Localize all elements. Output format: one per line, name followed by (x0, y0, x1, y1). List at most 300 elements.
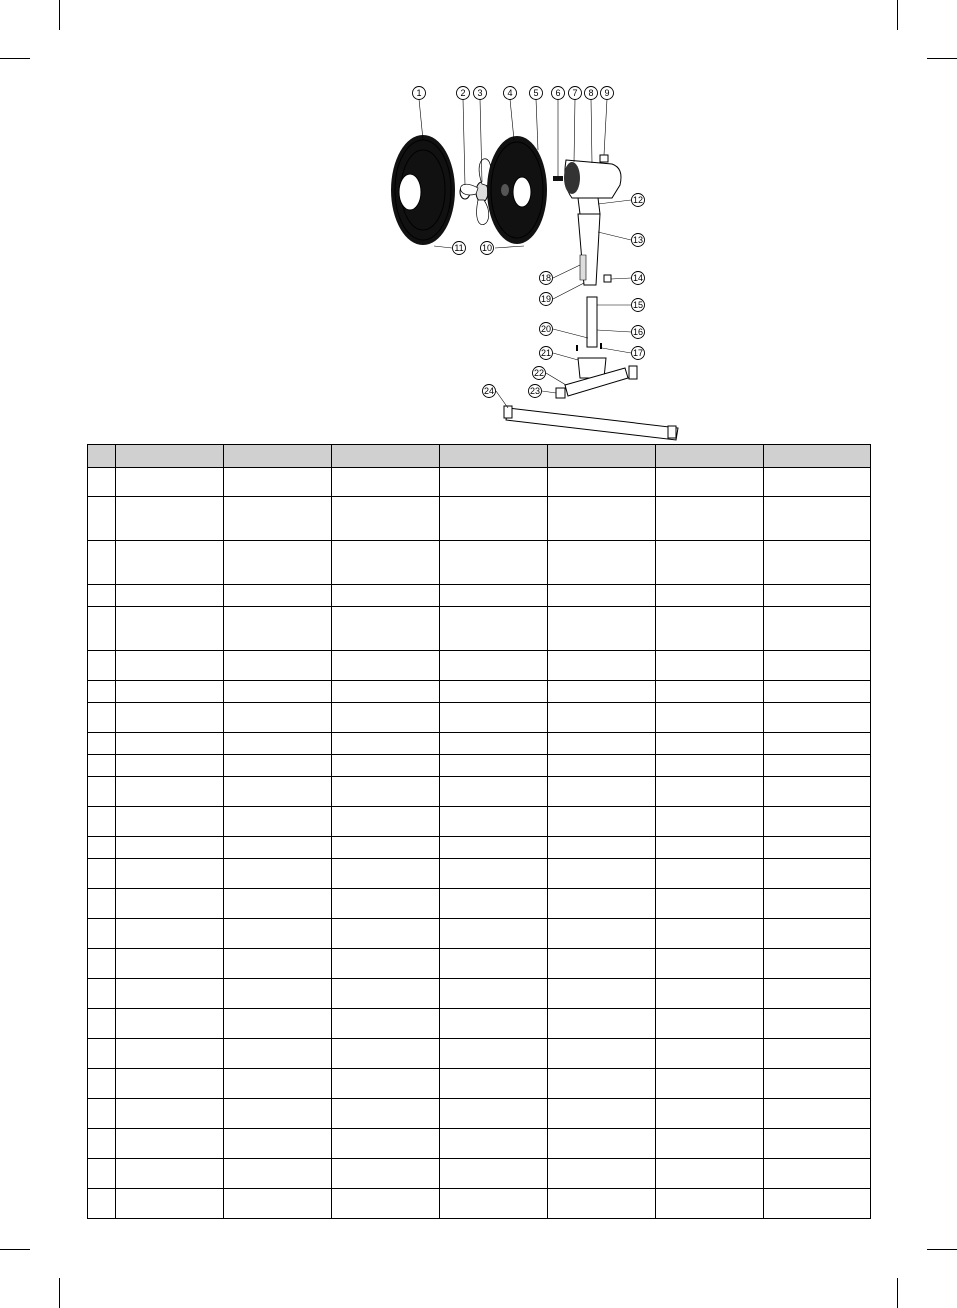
crop-mark-bottom-right-h (927, 1249, 957, 1250)
callout-label: 15 (632, 300, 644, 311)
exploded-view-diagram (380, 80, 700, 444)
table-cell (764, 1159, 871, 1189)
callout-label: 3 (477, 88, 483, 99)
table-cell (440, 859, 548, 889)
table-cell (88, 468, 116, 497)
table-cell (548, 1189, 656, 1219)
table-row (88, 607, 871, 651)
callout-label: 6 (555, 88, 561, 99)
crop-mark-bottom-right-v (897, 1278, 898, 1308)
table-cell (116, 681, 224, 703)
table-cell (764, 889, 871, 919)
table-cell (332, 1009, 440, 1039)
table-row (88, 681, 871, 703)
callout-19 (540, 293, 553, 306)
control-buttons (580, 255, 586, 280)
callout-16 (632, 326, 645, 339)
table-cell (440, 607, 548, 651)
table-cell (764, 1069, 871, 1099)
table-cell (440, 1039, 548, 1069)
callout-label: 17 (632, 348, 644, 359)
table-cell (548, 541, 656, 585)
callout-label: 9 (604, 88, 610, 99)
callout-label: 8 (588, 88, 594, 99)
table-cell (116, 1189, 224, 1219)
table-cell (88, 777, 116, 807)
table-cell (764, 1099, 871, 1129)
table-cell (440, 497, 548, 541)
table-cell (656, 733, 764, 755)
table-cell (656, 468, 764, 497)
table-cell (548, 949, 656, 979)
table-cell (548, 1099, 656, 1129)
table-cell (116, 1099, 224, 1129)
callout-label: 7 (572, 88, 578, 99)
screw (576, 345, 578, 351)
table-cell (764, 497, 871, 541)
table-cell (440, 1069, 548, 1099)
table-cell (656, 607, 764, 651)
table-row (88, 859, 871, 889)
table-cell (332, 807, 440, 837)
callout-11 (453, 242, 466, 255)
table-cell (332, 585, 440, 607)
table-cell (764, 651, 871, 681)
callout-17 (632, 347, 645, 360)
table-cell (116, 919, 224, 949)
table-cell (332, 607, 440, 651)
table-cell (88, 837, 116, 859)
foot-cap (556, 388, 565, 398)
table-cell (764, 541, 871, 585)
table-cell (656, 1039, 764, 1069)
table-cell (88, 1159, 116, 1189)
table-cell (116, 541, 224, 585)
table-cell (224, 1099, 332, 1129)
table-row (88, 585, 871, 607)
table-cell (224, 541, 332, 585)
table-cell (116, 1159, 224, 1189)
table-cell (656, 837, 764, 859)
table-cell (224, 949, 332, 979)
table-cell (656, 681, 764, 703)
table-cell (116, 979, 224, 1009)
table-cell (88, 733, 116, 755)
table-cell (224, 468, 332, 497)
callout-label: 23 (529, 386, 541, 397)
callout-label: 10 (481, 243, 493, 254)
table-cell (548, 468, 656, 497)
table-cell (88, 1039, 116, 1069)
table-cell (224, 703, 332, 733)
table-cell (332, 1129, 440, 1159)
table-cell (332, 1099, 440, 1129)
callout-2 (457, 87, 470, 100)
table-cell (224, 651, 332, 681)
callout-label: 24 (483, 386, 495, 397)
table-cell (656, 807, 764, 837)
table-cell (332, 837, 440, 859)
front-grille (487, 136, 547, 244)
table-cell (656, 1069, 764, 1099)
callout-label: 11 (454, 243, 464, 254)
table-cell (440, 1159, 548, 1189)
table-row (88, 468, 871, 497)
crop-mark-top-right-h (927, 58, 957, 59)
table-cell (116, 755, 224, 777)
table-cell (764, 468, 871, 497)
table-cell (224, 681, 332, 703)
table-row (88, 733, 871, 755)
callout-4 (504, 87, 517, 100)
table-body (88, 468, 871, 1219)
callout-23 (529, 385, 542, 398)
table-cell (764, 681, 871, 703)
table-row (88, 837, 871, 859)
table-cell (548, 1129, 656, 1159)
table-cell (116, 777, 224, 807)
table-cell (440, 889, 548, 919)
header-cell (548, 445, 656, 468)
table-cell (764, 919, 871, 949)
table-cell (548, 681, 656, 703)
callout-22 (533, 367, 546, 380)
motor-housing (553, 155, 621, 198)
table-cell (116, 837, 224, 859)
table-cell (548, 777, 656, 807)
tilt-joint (578, 198, 600, 214)
table-cell (88, 703, 116, 733)
callout-20 (540, 323, 553, 336)
table-cell (440, 807, 548, 837)
table-row (88, 777, 871, 807)
table-cell (548, 889, 656, 919)
table-cell (440, 681, 548, 703)
table-cell (440, 651, 548, 681)
table-cell (548, 607, 656, 651)
table-cell (656, 859, 764, 889)
callout-label: 2 (460, 88, 466, 99)
table-cell (656, 651, 764, 681)
table-row (88, 703, 871, 733)
table-cell (548, 859, 656, 889)
table-cell (116, 607, 224, 651)
crop-mark-top-left-h (0, 58, 30, 59)
table-cell (656, 1189, 764, 1219)
header-cell (332, 445, 440, 468)
table-cell (88, 585, 116, 607)
table-cell (116, 859, 224, 889)
table-cell (548, 1009, 656, 1039)
table-cell (656, 1129, 764, 1159)
table-cell (764, 733, 871, 755)
header-cell (88, 445, 116, 468)
table-cell (224, 837, 332, 859)
callout-1 (413, 87, 426, 100)
crop-mark-top-right-v (897, 0, 898, 30)
table-cell (88, 949, 116, 979)
table-cell (224, 607, 332, 651)
table-cell (116, 1069, 224, 1099)
foot-cap (629, 366, 637, 379)
table-cell (332, 979, 440, 1009)
table-cell (224, 497, 332, 541)
table-row (88, 1189, 871, 1219)
table-cell (116, 585, 224, 607)
table-cell (88, 919, 116, 949)
callout-label: 5 (533, 88, 539, 99)
callout-14 (632, 272, 645, 285)
header-cell (224, 445, 332, 468)
table-cell (88, 1069, 116, 1099)
table-cell (224, 919, 332, 949)
table-cell (332, 703, 440, 733)
table-cell (332, 1159, 440, 1189)
table-cell (224, 755, 332, 777)
foot-cap (668, 426, 676, 438)
table-row (88, 497, 871, 541)
table-cell (548, 837, 656, 859)
callout-label: 16 (632, 327, 644, 338)
callout-5 (530, 87, 543, 100)
table-cell (88, 1099, 116, 1129)
table-row (88, 979, 871, 1009)
table-cell (116, 1129, 224, 1159)
table-cell (440, 1129, 548, 1159)
table-cell (88, 651, 116, 681)
table-cell (332, 733, 440, 755)
table-cell (656, 585, 764, 607)
table-row (88, 919, 871, 949)
table-cell (656, 1099, 764, 1129)
table-cell (332, 859, 440, 889)
table-cell (224, 1129, 332, 1159)
table-cell (656, 703, 764, 733)
table-cell (764, 703, 871, 733)
callout-group (413, 87, 645, 398)
table-cell (764, 837, 871, 859)
table-cell (764, 1039, 871, 1069)
callout-10 (481, 242, 494, 255)
table-cell (440, 919, 548, 949)
header-cell (440, 445, 548, 468)
table-cell (116, 703, 224, 733)
table-cell (224, 1039, 332, 1069)
crop-mark-bottom-left-v (59, 1278, 60, 1308)
table-cell (332, 1189, 440, 1219)
table-cell (440, 777, 548, 807)
table-cell (224, 859, 332, 889)
parts-table (87, 444, 871, 1219)
table-cell (224, 889, 332, 919)
callout-9 (601, 87, 614, 100)
table-cell (88, 541, 116, 585)
table-cell (116, 1039, 224, 1069)
table-cell (116, 468, 224, 497)
table-cell (88, 889, 116, 919)
callout-label: 12 (632, 195, 644, 206)
table-cell (332, 949, 440, 979)
height-knob (604, 275, 611, 282)
table-cell (116, 651, 224, 681)
callout-24 (483, 385, 496, 398)
table-row (88, 651, 871, 681)
table-row (88, 807, 871, 837)
table-cell (440, 585, 548, 607)
table-cell (116, 807, 224, 837)
table-row (88, 541, 871, 585)
table-cell (548, 497, 656, 541)
table-cell (548, 585, 656, 607)
table-cell (440, 979, 548, 1009)
table-cell (764, 859, 871, 889)
table-cell (332, 755, 440, 777)
table-cell (656, 949, 764, 979)
table-cell (764, 755, 871, 777)
crop-mark-top-left-v (59, 0, 60, 30)
table-cell (440, 733, 548, 755)
table-row (88, 1099, 871, 1129)
table-row (88, 1009, 871, 1039)
table-cell (332, 1039, 440, 1069)
header-cell (116, 445, 224, 468)
callout-label: 13 (632, 235, 644, 246)
table-cell (224, 1009, 332, 1039)
callout-7 (569, 87, 582, 100)
callout-12 (632, 194, 645, 207)
screw (600, 343, 602, 349)
table-cell (764, 585, 871, 607)
table-row (88, 1069, 871, 1099)
table-cell (764, 777, 871, 807)
header-cell (656, 445, 764, 468)
table-header-row (88, 445, 871, 468)
table-cell (548, 755, 656, 777)
table-cell (440, 949, 548, 979)
table-cell (332, 681, 440, 703)
table-cell (764, 1129, 871, 1159)
table-row (88, 1039, 871, 1069)
table-cell (656, 919, 764, 949)
table-cell (656, 541, 764, 585)
table-cell (224, 1189, 332, 1219)
callout-18 (540, 272, 553, 285)
crop-mark-bottom-left-h (0, 1249, 30, 1250)
table-cell (764, 607, 871, 651)
table-cell (764, 949, 871, 979)
table-row (88, 755, 871, 777)
table-cell (656, 497, 764, 541)
table-cell (116, 733, 224, 755)
table-cell (332, 497, 440, 541)
base-bar-lower (506, 408, 678, 440)
table-cell (656, 979, 764, 1009)
table-cell (116, 497, 224, 541)
callout-label: 21 (540, 348, 552, 359)
callout-label: 18 (540, 273, 552, 284)
table-row (88, 889, 871, 919)
inner-pole (587, 297, 597, 347)
table-row (88, 1129, 871, 1159)
table-cell (224, 777, 332, 807)
table-cell (764, 1009, 871, 1039)
table-cell (224, 585, 332, 607)
table-cell (88, 607, 116, 651)
table-cell (764, 1189, 871, 1219)
table-cell (440, 1189, 548, 1219)
table-cell (440, 468, 548, 497)
table-cell (440, 1009, 548, 1039)
table-cell (548, 1039, 656, 1069)
callout-15 (632, 299, 645, 312)
table-cell (224, 807, 332, 837)
header-cell (764, 445, 871, 468)
callout-label: 22 (533, 368, 545, 379)
table-cell (88, 681, 116, 703)
callout-13 (632, 234, 645, 247)
table-cell (548, 979, 656, 1009)
table-cell (656, 1159, 764, 1189)
table-cell (656, 889, 764, 919)
table-cell (656, 755, 764, 777)
table-cell (88, 755, 116, 777)
table-cell (440, 755, 548, 777)
table-row (88, 1159, 871, 1189)
callout-label: 20 (540, 324, 552, 335)
table-cell (548, 703, 656, 733)
table-cell (332, 1069, 440, 1099)
table-cell (440, 837, 548, 859)
table-cell (332, 919, 440, 949)
table-cell (548, 919, 656, 949)
callout-3 (474, 87, 487, 100)
table-cell (88, 1189, 116, 1219)
table-cell (116, 949, 224, 979)
table-cell (332, 777, 440, 807)
rear-grille (391, 135, 455, 245)
table-cell (656, 777, 764, 807)
callout-8 (585, 87, 598, 100)
table-cell (88, 859, 116, 889)
table-cell (116, 889, 224, 919)
table-cell (224, 979, 332, 1009)
table-cell (332, 889, 440, 919)
table-cell (332, 468, 440, 497)
table-cell (548, 1159, 656, 1189)
table-cell (88, 1129, 116, 1159)
table-cell (224, 1159, 332, 1189)
table-cell (548, 807, 656, 837)
callout-label: 14 (632, 273, 644, 284)
table-cell (116, 1009, 224, 1039)
table-cell (88, 979, 116, 1009)
table-cell (440, 541, 548, 585)
table-cell (548, 733, 656, 755)
table-cell (548, 651, 656, 681)
table-cell (764, 807, 871, 837)
table-cell (224, 1069, 332, 1099)
table-cell (764, 979, 871, 1009)
table-cell (88, 1009, 116, 1039)
table-cell (224, 733, 332, 755)
callout-label: 4 (507, 88, 513, 99)
callout-21 (540, 347, 553, 360)
table-cell (88, 497, 116, 541)
table-cell (656, 1009, 764, 1039)
table-cell (88, 807, 116, 837)
table-cell (440, 703, 548, 733)
table-cell (440, 1099, 548, 1129)
